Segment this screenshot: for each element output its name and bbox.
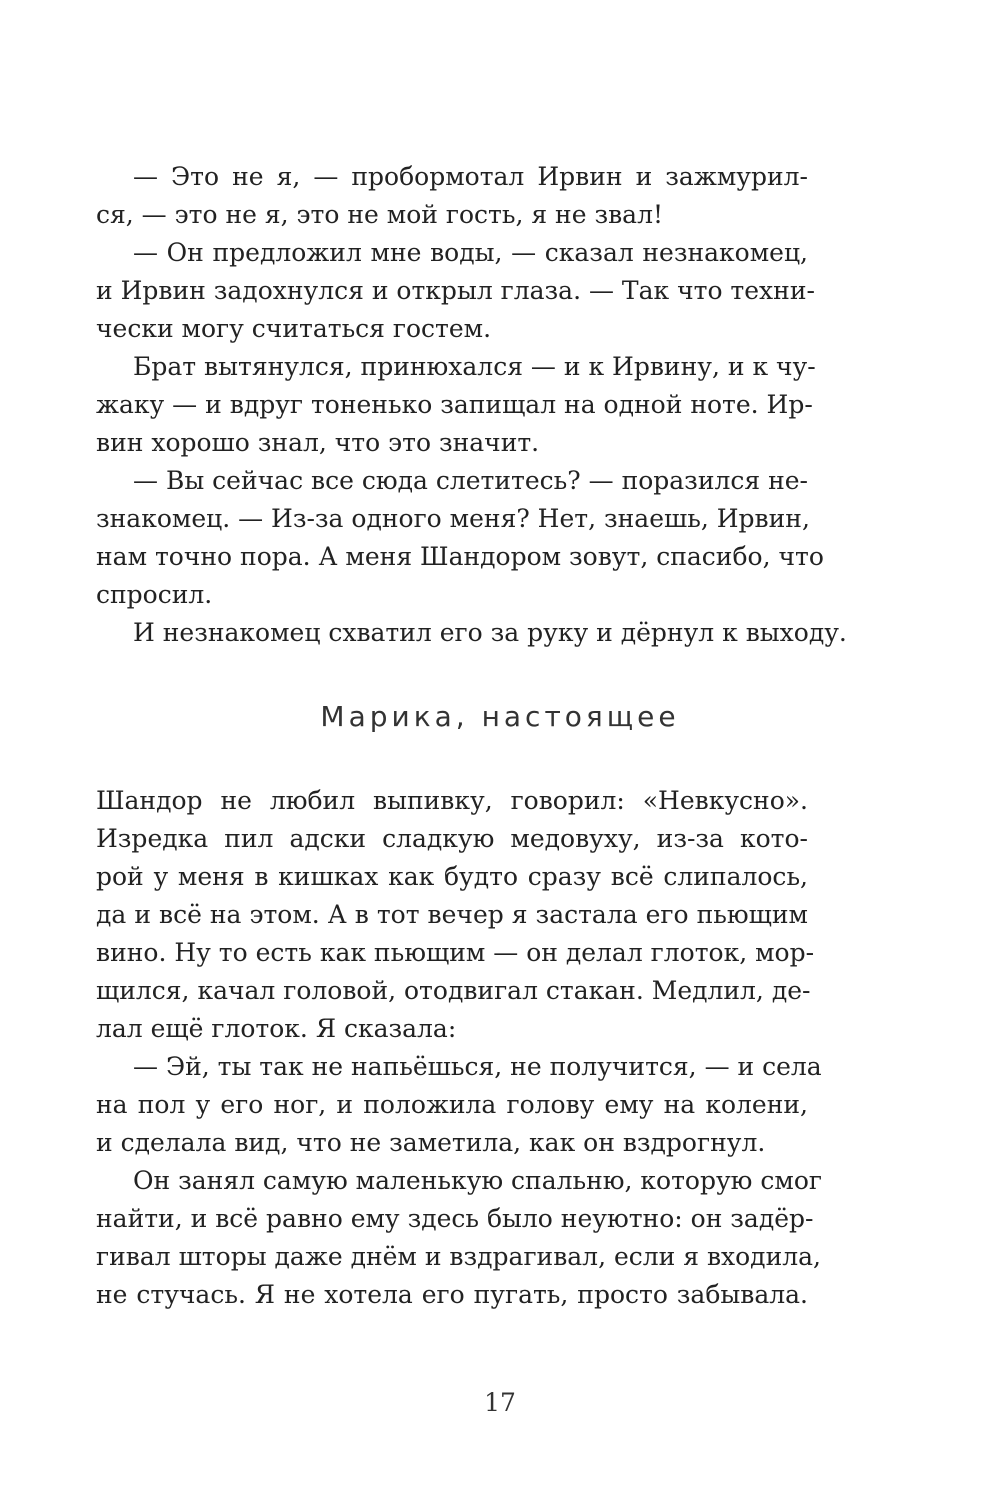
text-line: спросил. bbox=[96, 580, 213, 609]
text-line: найти, и всё равно ему здесь было неуютно: он задёр- bbox=[96, 1204, 814, 1233]
text-line: Он занял самую маленькую спальню, которую смог bbox=[133, 1166, 822, 1195]
text-line: — Вы сейчас все сюда слетитесь? — поразился не- bbox=[133, 466, 808, 495]
page-number: 17 bbox=[484, 1388, 516, 1417]
text-line: вино. Ну то есть как пьющим — он делал глоток, мор- bbox=[96, 938, 815, 967]
text-line: и Ирвин задохнулся и открыл глаза. — Так что техни- bbox=[96, 276, 815, 305]
text-block-marika bbox=[96, 782, 822, 1314]
text-line: не стучась. Я не хотела его пугать, просто забывала. bbox=[96, 1280, 808, 1309]
text-line: лал ещё глоток. Я сказала: bbox=[96, 1014, 457, 1043]
text-line: вин хорошо знал, что это значит. bbox=[96, 428, 540, 457]
text-line: — Он предложил мне воды, — сказал незнакомец, bbox=[133, 238, 808, 267]
text-line: гивал шторы даже днём и вздрагивал, если я входила, bbox=[96, 1242, 821, 1271]
text-line: — Это не я, — пробормотал Ирвин и зажмурил- bbox=[133, 162, 808, 191]
text-line: да и всё на этом. А в тот вечер я застала его пьющим bbox=[96, 900, 808, 929]
text-line: на пол у его ног, и положила голову ему на колени, bbox=[96, 1090, 808, 1119]
text-line: щился, качал головой, отодвигал стакан. Медлил, де- bbox=[96, 976, 811, 1005]
text-line: знакомец. — Из-за одного меня? Нет, знаешь, Ирвин, bbox=[96, 504, 810, 533]
chapter-heading: Марика, настоящее bbox=[320, 700, 680, 733]
text-line: жаку — и вдруг тоненько запищал на одной ноте. Ир- bbox=[96, 390, 813, 419]
text-block-irvin bbox=[96, 158, 847, 652]
text-line: чески могу считаться гостем. bbox=[96, 314, 492, 343]
text-line: И незнакомец схватил его за руку и дёрнул к выходу. bbox=[133, 618, 847, 647]
text-line: — Эй, ты так не напьёшься, не получится, — и села bbox=[133, 1052, 822, 1081]
text-line: Шандор не любил выпивку, говорил: «Невкусно». bbox=[96, 786, 808, 815]
text-line: нам точно пора. А меня Шандором зовут, спасибо, что bbox=[96, 542, 824, 571]
text-line: рой у меня в кишках как будто сразу всё слипалось, bbox=[96, 862, 808, 891]
text-line: ся, — это не я, это не мой гость, я не звал! bbox=[96, 200, 664, 229]
text-line: Изредка пил адски сладкую медовуху, из-за кото- bbox=[96, 824, 808, 853]
text-line: и сделала вид, что не заметила, как он вздрогнул. bbox=[96, 1128, 766, 1157]
text-line: Брат вытянулся, принюхался — и к Ирвину, и к чу- bbox=[133, 352, 816, 381]
